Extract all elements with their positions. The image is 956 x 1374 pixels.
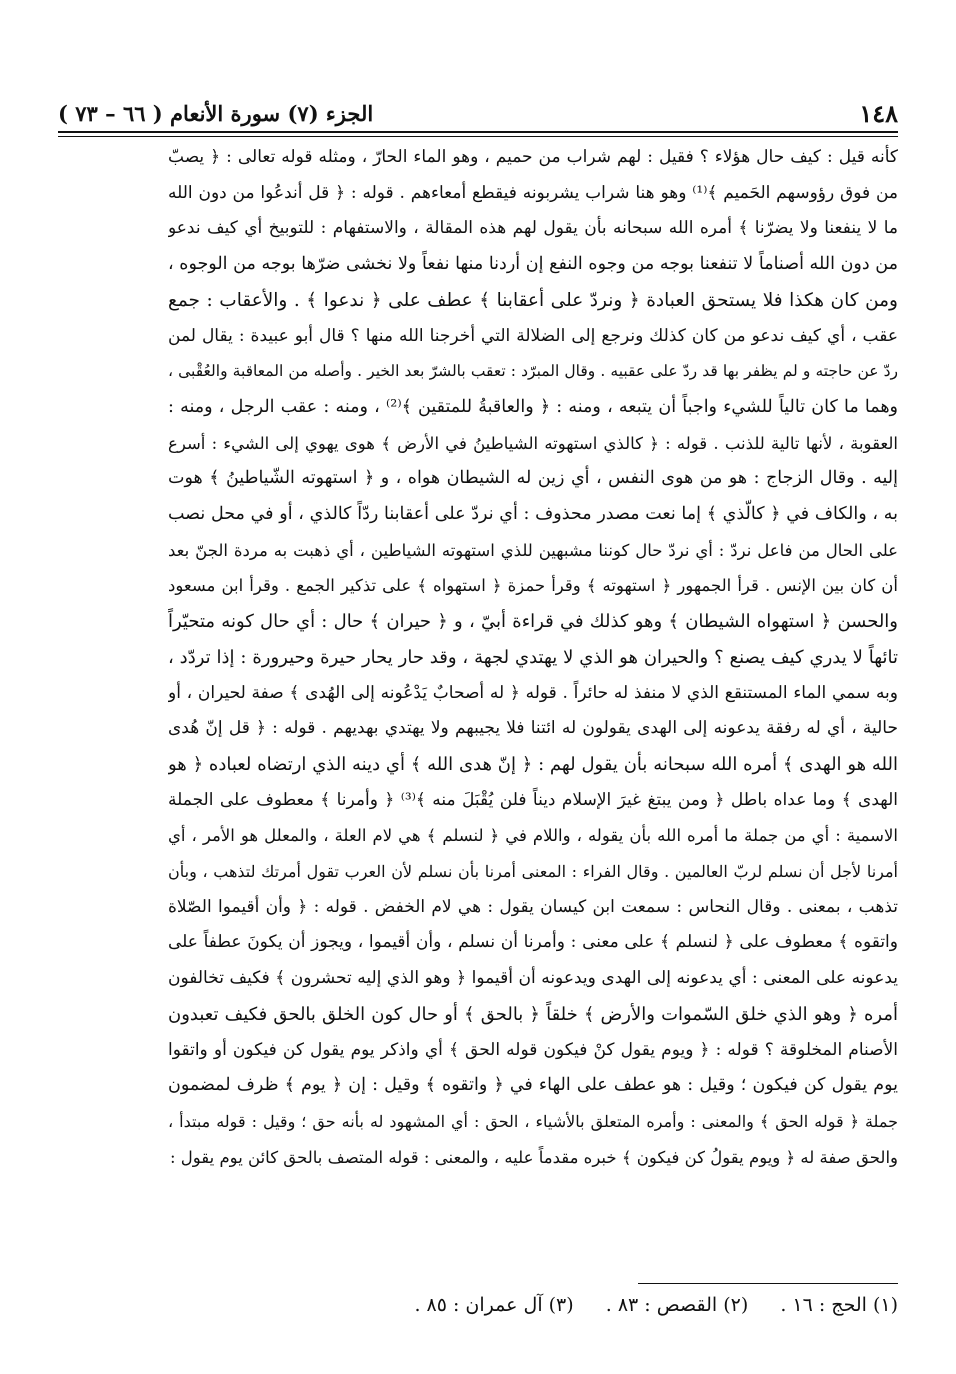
- footnote-2: (٢) القصص : ٨٣ .: [605, 1294, 749, 1316]
- footnote-1: (١) الحج : ١٦ .: [780, 1294, 898, 1316]
- text-line: إليه . وقال الزجاج : هو من هوى النفس ، أي زين له الشيطان هواه ، و ﴿ استهوته الشّياطينُ ﴾ هوت: [168, 468, 898, 489]
- footnotes: [58, 1294, 898, 1316]
- footnote-rule: [638, 1283, 898, 1284]
- text-line: يوم يقول كن فيكون ؛ وقيل : هو عطف على الهاء في ﴿ واتقوه ﴾ وقيل : إن ﴿ يوم ﴾ ظرف لمضمون: [168, 1075, 898, 1096]
- footnote-3: (٣) آل عمران : ٨٥ .: [414, 1294, 574, 1316]
- text-line: كأنه قيل : كيف حال هؤلاء ؟ فقيل : لهم شراب من حميم ، وهو الماء الحارّ ، ومثله قوله تعالى : ﴿ يصبّ: [168, 147, 898, 167]
- text-line: ردّ عن حاجته و لم يظفر بها قد ردّ على عقبيه . وقال المبرّد : تعقب بالشرّ بعد الخير . وأصله من المعاقبة والعُقْبى ،: [168, 362, 898, 381]
- running-title: الجزء (٧) سورة الأنعام ( ٦٦ – ٧٣ ): [58, 100, 374, 126]
- text-line: الأصنام المخلوقة ؟ قوله : ﴿ ويوم يقول كنْ فيكون قوله الحق ﴾ أي واذكر يوم يقول كن فيكون أو واتقوا: [168, 1039, 898, 1060]
- text-line: تائهاً لا يدري كيف يصنع ؟ والحيران هو الذي لا يهتدي لجهة ، وقد حار يحار حيرة وحيرورة : إذا تردّد ،: [168, 646, 898, 668]
- text-line: أمرنا لأجل أن نسلم لربّ العالمين . وقال الفراء : المعنى أمرنا بأن نسلم لأن العرب تقول أمرتك لتذهب ، وبأن: [168, 862, 898, 882]
- text-line: ومن كان هكذا فلا يستحق العبادة ﴿ ونردّ على أعقابنا ﴾ عطف على ﴿ ندعوا ﴾ . والأعقاب : جمع: [168, 289, 898, 311]
- text-line: على الحال من فاعل نردّ : أي نردّ حال كوننا مشبهين للذي استهوته الشياطين ، أي ذهبت به مردة الجنّ بعد: [168, 540, 898, 560]
- text-line: الهدى ﴾ وما عداه باطل ﴿ ومن يبتغ غيرَ الإسلام ديناً فلن يُقْبَلَ منه ﴾⁽³⁾ ﴿ وأمرنا ﴾ معطوف على الجملة: [168, 789, 898, 810]
- text-line: الله هو الهدى ﴾ أمره الله سبحانه بأن يقول لهم : ﴿ إنّ هدى الله ﴾ أي دينه الذي ارتضاه لعباده ﴿ هو: [168, 753, 898, 775]
- page-header: [58, 96, 898, 130]
- header-rule-thin: [58, 136, 898, 137]
- text-line: تذهب ، بمعنى . وقال النحاس : سمعت ابن كيسان يقول : هي لام الخفض . قوله : ﴿ وأن أقيموا الصّلاة: [168, 896, 898, 917]
- text-line: من دون الله أصناماً لا تنفعنا بوجه من وجوه النفع إن أردنا منها نفعاً ولا نخشى ضرّها بوجه من الوجوه ،: [168, 254, 898, 275]
- page-number: ١٤٨: [859, 98, 898, 128]
- text-line: الاسمية : أي من جملة ما أمره الله بأن يقوله ، واللام في ﴿ لنسلم ﴾ هي لام العلة ، والمعلل هو الأمر ، أي: [168, 826, 898, 846]
- body-text: [168, 140, 898, 1175]
- text-line: وهما ما كان تالياً للشيء واجباً أن يتبعه ، ومنه : ﴿ والعاقبةُ للمتقين ﴾⁽²⁾ ، ومنه : عقب الرجل ، ومنه :: [168, 396, 898, 417]
- text-line: به ، والكاف في ﴿ كالّذي ﴾ إما نعت مصدر محذوف : أي نردّ على أعقابنا ردّاً كالذي ، أو في محل نصب: [168, 504, 898, 525]
- text-line: العقوبة ، لأنها تالية للذنب . قوله : ﴿ كالذي استهوته الشياطينُ في الأرض ﴾ هوى يهوي إلى الشيء : أسرع: [168, 433, 898, 453]
- text-line: يدعونه على المعنى : أي يدعونه إلى الهدى ويدعونه أن أقيموا ﴿ وهو الذي إليه تحشرون ﴾ فكيف تخالفون: [168, 968, 898, 989]
- text-line: حالية ، أي له رفقة يدعونه إلى الهدى يقولون له ائتنا فلا يجيبهم ولا يهتدي بهديهم . قوله : ﴿ قل إنّ هُدى: [168, 718, 898, 739]
- text-line: واتقوه ﴾ معطوف على ﴿ لنسلم ﴾ على معنى : وأمرنا أن نسلم ، وأن أقيموا ، ويجوز أن يكونَ عطفاً على: [168, 932, 898, 953]
- text-line: من فوق رؤوسهم الحَميم ﴾⁽¹⁾ وهو هنا شراب يشربونه فيقطع أمعاءهم . قوله : ﴿ قل أندعُوا من دون الله: [168, 182, 898, 203]
- text-line: عقب ، أي كيف ندعو من كان كذلك ونرجع إلى الضلالة التي أخرجنا الله منها ؟ قال أبو عبيدة : يقال لمن: [168, 325, 898, 346]
- text-line: ما لا ينفعنا ولا يضرّنا ﴾ أمره الله سبحانه بأن يقول لهم هذه المقالة ، والاستفهام : للتوبيخ أي كيف ندعو: [168, 218, 898, 239]
- text-line: وبه سمي الماء المستنقع الذي لا منفذ له حائراً . قوله ﴿ له أصحابٌ يَدْعُونه إلى الهُدى ﴾ صفة لحيران ، أو: [168, 682, 898, 703]
- text-line: أن كان بين الإنس . قرأ الجمهور ﴿ استهوته ﴾ وقرأ حمزة ﴿ استهواه ﴾ على تذكير الجمع . وقرأ ابن مسعود: [168, 576, 898, 596]
- text-line: أمره ﴿ وهو الذي خلق السّموات والأرض ﴾ خلقاً ﴿ بالحق ﴾ أو حال كون الخلق بالحق فكيف تعبدون: [168, 1003, 898, 1025]
- text-line: والحسن ﴿ استهواه الشيطان ﴾ وهو كذلك في قراءة أبيّ ، و ﴿ حيران ﴾ حال : أي حال كونه متحيّراً: [168, 611, 898, 633]
- text-line: جملة ﴿ قوله الحق ﴾ والمعنى : وأمره المتعلق بالأشياء ، الحق : أي المشهود له بأنه حق ؛ وقيل : قوله مبتدأ ،: [168, 1111, 898, 1131]
- text-line: والحق صفة له ﴿ ويوم يقولُ كن فيكون ﴾ خبره مقدماً عليه ، والمعنى : قوله المتصف بالحق كائن يوم يقول :: [169, 1147, 898, 1167]
- header-rule: [58, 131, 898, 133]
